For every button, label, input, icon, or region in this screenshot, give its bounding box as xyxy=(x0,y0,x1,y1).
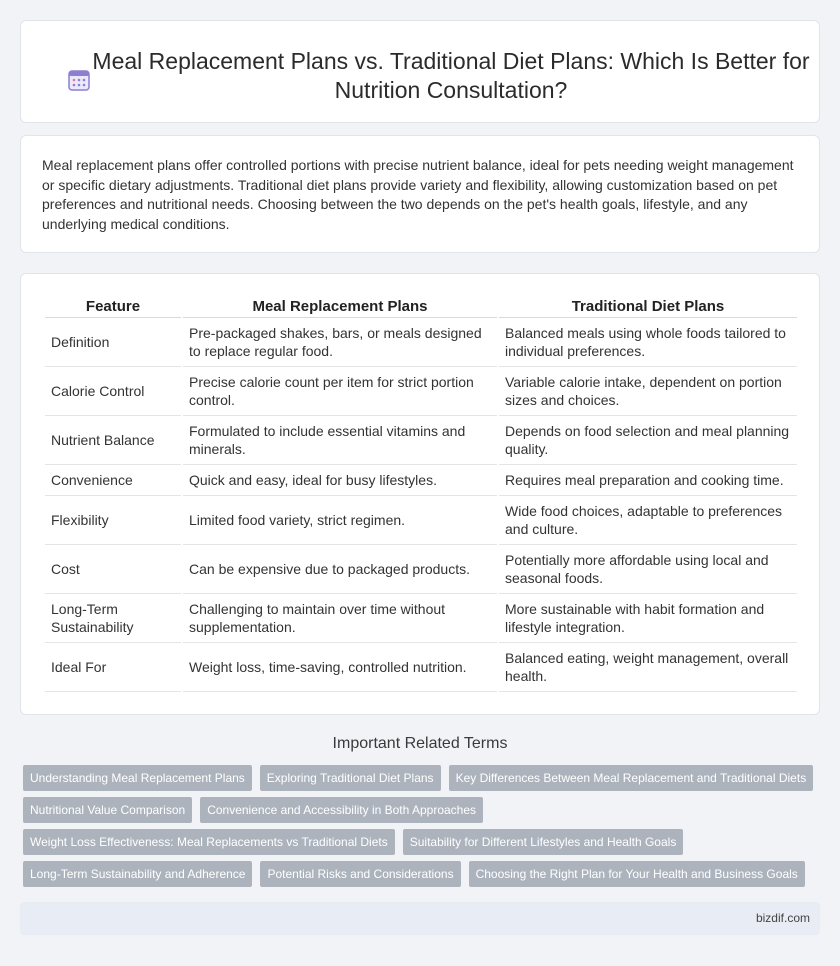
meal-replacement-cell: Precise calorie count per item for strict portion control. xyxy=(183,367,497,416)
meal-replacement-cell: Challenging to maintain over time without supplementation. xyxy=(183,594,497,643)
feature-cell: Long-Term Sustainability xyxy=(45,594,181,643)
feature-cell: Flexibility xyxy=(45,496,181,545)
intro-paragraph: Meal replacement plans offer controlled portions with precise nutrient balance, ideal for pets needing weight management or specific dietary adjustments. Traditional diet plans provide variety and flexibility, allowing customization based on pet preferences and nutritional needs. Choosing between the two depends on the pet's health goals, lifestyle, and any underlying medical conditions. xyxy=(42,157,794,232)
table-row xyxy=(45,416,797,465)
related-term-tag[interactable]: Choosing the Right Plan for Your Health and Business Goals xyxy=(469,861,805,887)
traditional-cell: Requires meal preparation and cooking time. xyxy=(499,465,797,496)
calendar-icon xyxy=(67,68,91,92)
related-term-tag[interactable]: Key Differences Between Meal Replacement and Traditional Diets xyxy=(449,765,814,791)
meal-replacement-cell: Limited food variety, strict regimen. xyxy=(183,496,497,545)
traditional-cell: Depends on food selection and meal planning quality. xyxy=(499,416,797,465)
meal-replacement-cell: Quick and easy, ideal for busy lifestyles. xyxy=(183,465,497,496)
table-row xyxy=(45,643,797,692)
footer-site-link[interactable]: bizdif.com xyxy=(755,911,810,925)
related-term-tag[interactable]: Convenience and Accessibility in Both Approaches xyxy=(200,797,483,823)
comparison-table-card xyxy=(20,273,820,715)
related-term-tag[interactable]: Potential Risks and Considerations xyxy=(260,861,460,887)
meal-replacement-cell: Formulated to include essential vitamins and minerals. xyxy=(183,416,497,465)
feature-cell: Convenience xyxy=(45,465,181,496)
feature-cell: Ideal For xyxy=(45,643,181,692)
meal-replacement-cell: Pre-packaged shakes, bars, or meals designed to replace regular food. xyxy=(183,318,497,367)
tag-row xyxy=(20,829,820,855)
related-term-tag[interactable]: Exploring Traditional Diet Plans xyxy=(260,765,441,791)
tag-row xyxy=(20,797,820,823)
table-row xyxy=(45,594,797,643)
traditional-cell: Balanced eating, weight management, overall health. xyxy=(499,643,797,692)
related-term-tag[interactable]: Nutritional Value Comparison xyxy=(23,797,192,823)
traditional-cell: Wide food choices, adaptable to preferences and culture. xyxy=(499,496,797,545)
meal-replacement-cell: Weight loss, time-saving, controlled nutrition. xyxy=(183,643,497,692)
table-row xyxy=(45,318,797,367)
page-title: Meal Replacement Plans vs. Traditional Diet Plans: Which Is Better for Nutrition Consultation? xyxy=(92,48,810,103)
related-term-tag[interactable]: Understanding Meal Replacement Plans xyxy=(23,765,252,791)
traditional-cell: More sustainable with habit formation and lifestyle integration. xyxy=(499,594,797,643)
table-row xyxy=(45,465,797,496)
table-header-row xyxy=(45,296,797,318)
table-row xyxy=(45,367,797,416)
feature-cell: Cost xyxy=(45,545,181,594)
title-card xyxy=(20,20,820,123)
related-terms-heading: Important Related Terms xyxy=(332,735,508,752)
feature-cell: Calorie Control xyxy=(45,367,181,416)
traditional-cell: Variable calorie intake, dependent on portion sizes and choices. xyxy=(499,367,797,416)
tag-row xyxy=(20,861,820,887)
table-row xyxy=(45,496,797,545)
related-term-tag[interactable]: Long-Term Sustainability and Adherence xyxy=(23,861,252,887)
column-header-traditional: Traditional Diet Plans xyxy=(499,296,797,318)
feature-cell: Definition xyxy=(45,318,181,367)
intro-card xyxy=(20,135,820,253)
traditional-cell: Balanced meals using whole foods tailored to individual preferences. xyxy=(499,318,797,367)
comparison-table xyxy=(43,296,799,692)
related-terms-list xyxy=(20,765,820,893)
footer xyxy=(20,902,820,935)
related-term-tag[interactable]: Weight Loss Effectiveness: Meal Replacements vs Traditional Diets xyxy=(23,829,395,855)
table-row xyxy=(45,545,797,594)
traditional-cell: Potentially more affordable using local and seasonal foods. xyxy=(499,545,797,594)
related-term-tag[interactable]: Suitability for Different Lifestyles and Health Goals xyxy=(403,829,684,855)
feature-cell: Nutrient Balance xyxy=(45,416,181,465)
column-header-meal-replacement: Meal Replacement Plans xyxy=(183,296,497,318)
column-header-feature: Feature xyxy=(45,296,181,318)
meal-replacement-cell: Can be expensive due to packaged products. xyxy=(183,545,497,594)
tag-row xyxy=(20,765,820,791)
